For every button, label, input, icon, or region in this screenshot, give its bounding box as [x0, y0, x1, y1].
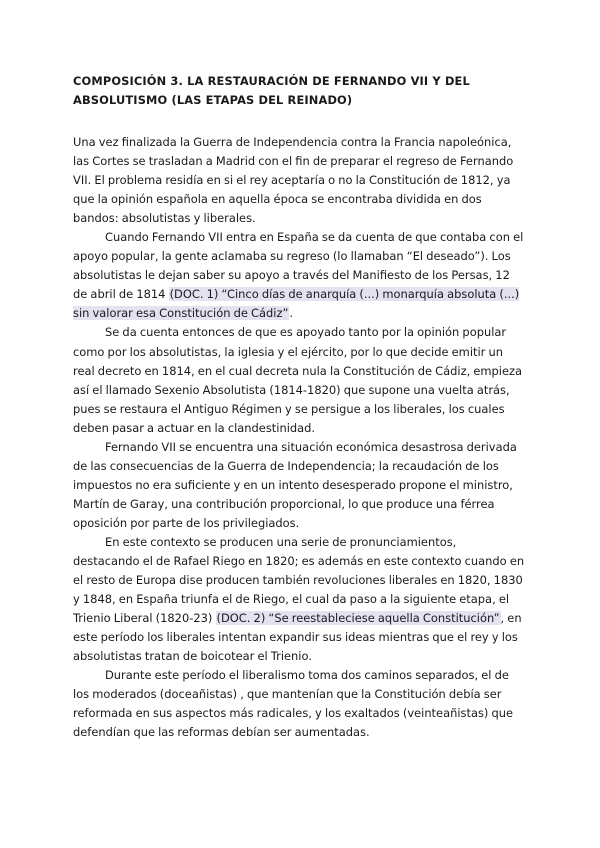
paragraph-return-text: Cuando Fernando VII entra en España se da cuenta de que contaba con el apoyo popular, la gente aclamaba su regreso (lo llamaban “El deseado”). Los absolutistas le dejan saber su apoyo a través del Manifiesto de los Persas, 12 de abril de 1814: [73, 230, 524, 302]
paragraph-sexenio: Se da cuenta entonces de que es apoyado tanto por la opinión popular como por los absolutistas, la iglesia y el ejército, por lo que decide emitir un real decreto en 1814, en el cual decreta nula la Constitución de Cádiz, empieza así el llamado Sexenio Absolutista (1814-1820) que supone una vuelta atrás, pues se restaura el Antiguo Régimen y se persigue a los liberales, los cuales deben pasar a actuar en la clandestinidad.: [73, 325, 523, 435]
document-title: COMPOSICIÓN 3. LA RESTAURACIÓN DE FERNANDO VII Y DEL ABSOLUTISMO (LAS ETAPAS DEL REINADO): [73, 74, 470, 107]
doc-1-quote: (DOC. 1) “Cinco días de anarquía (...) monarquía absoluta (...) sin valorar esa Constitución de Cádiz”: [73, 287, 520, 321]
paragraph-trienio-end: , en este período los liberales intentan expandir sus ideas mientras que el rey y los absolutistas tratan de boicotear el Trienio.: [73, 611, 522, 664]
paragraph-return: [73, 228, 525, 323]
doc-2-quote: (DOC. 2) “Se reestableciese aquella Constitución”: [216, 611, 500, 626]
paragraph-liberalism: Durante este período el liberalismo toma dos caminos separados, el de los moderados (doceañistas) , que mantenían que la Constitución debía ser reformada en sus aspectos más radicales, y los exaltados (veinteañistas) que defendían que las reformas debían ser aumentadas.: [73, 668, 514, 740]
paragraph-trienio-text: En este contexto se producen una serie de pronunciamientos, destacando el de Rafael Riego en 1820; es además en este contexto cuando en el resto de Europa dise producen también revoluciones liberales en 1820, 1830 y 1848, en España triunfa el de Riego, el cual da paso a la siguiente etapa, el Trienio Liberal (1820-23): [73, 534, 525, 626]
paragraph-intro: Una vez finalizada la Guerra de Independencia contra la Francia napoleónica, las Cortes se trasladan a Madrid con el fin de preparar el regreso de Fernando VII. El problema residía en si el rey aceptaría o no la Constitución de 1812, ya que la opinión española en aquella época se encontraba dividida en dos bandos: absolutistas y liberales.: [73, 135, 514, 226]
paragraph-economy: Fernando VII se encuentra una situación económica desastrosa derivada de las consecuencias de la Guerra de Independencia; la recaudación de los impuestos no era suficiente y en un intento desesperado propone el ministro, Martín de Garay, una contribución proporcional, lo que produce una férrea oposición por parte de los privilegiados.: [73, 439, 517, 530]
document-page: [73, 72, 525, 743]
paragraph-return-end: .: [289, 306, 294, 321]
paragraph-trienio: [73, 533, 525, 666]
